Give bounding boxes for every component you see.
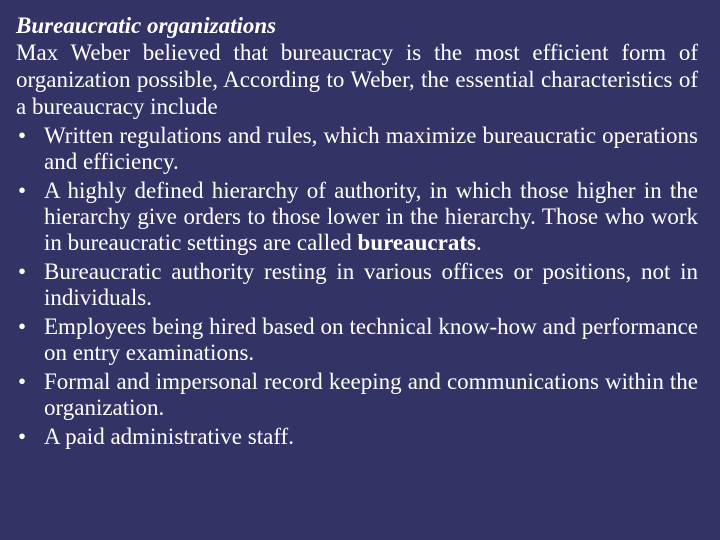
slide-title: Bureaucratic organizations [16, 13, 277, 38]
intro-paragraph: Max Weber believed that bureaucracy is the most efficient form of organization possible, According to Weber, the essential characteristics of a bureaucracy include [16, 40, 698, 119]
bullet-icon: • [18, 424, 27, 449]
bullet-item [16, 178, 698, 256]
bullet-item [16, 123, 698, 175]
bullet-text: Formal and impersonal record keeping and communications within the organization. [44, 369, 698, 420]
bullet-icon: • [18, 123, 27, 148]
bullet-text: A paid administrative staff. [44, 424, 294, 449]
bullet-text: Employees being hired based on technical know-how and performance on entry examinations. [44, 314, 698, 365]
bullet-text: Written regulations and rules, which maximize bureaucratic operations and efficiency. [44, 123, 698, 174]
bullet-item [16, 314, 698, 366]
bullet-suffix: . [475, 230, 482, 255]
bullet-icon: • [18, 178, 27, 203]
bullet-icon: • [18, 314, 27, 339]
bullet-item [16, 259, 698, 311]
bullet-icon: • [18, 369, 27, 394]
bullet-list [16, 123, 698, 450]
bullet-item [16, 369, 698, 421]
bullet-icon: • [18, 259, 27, 284]
bullet-text: A highly defined hierarchy of authority, in which those higher in the hierarchy give orders to those lower in the hierarchy. Those who work in bureaucratic settings are called [44, 178, 698, 255]
bullet-text: Bureaucratic authority resting in various offices or positions, not in individuals. [44, 259, 698, 310]
bureaucrats-term: bureaucrats [357, 230, 476, 255]
bullet-item [16, 424, 698, 450]
